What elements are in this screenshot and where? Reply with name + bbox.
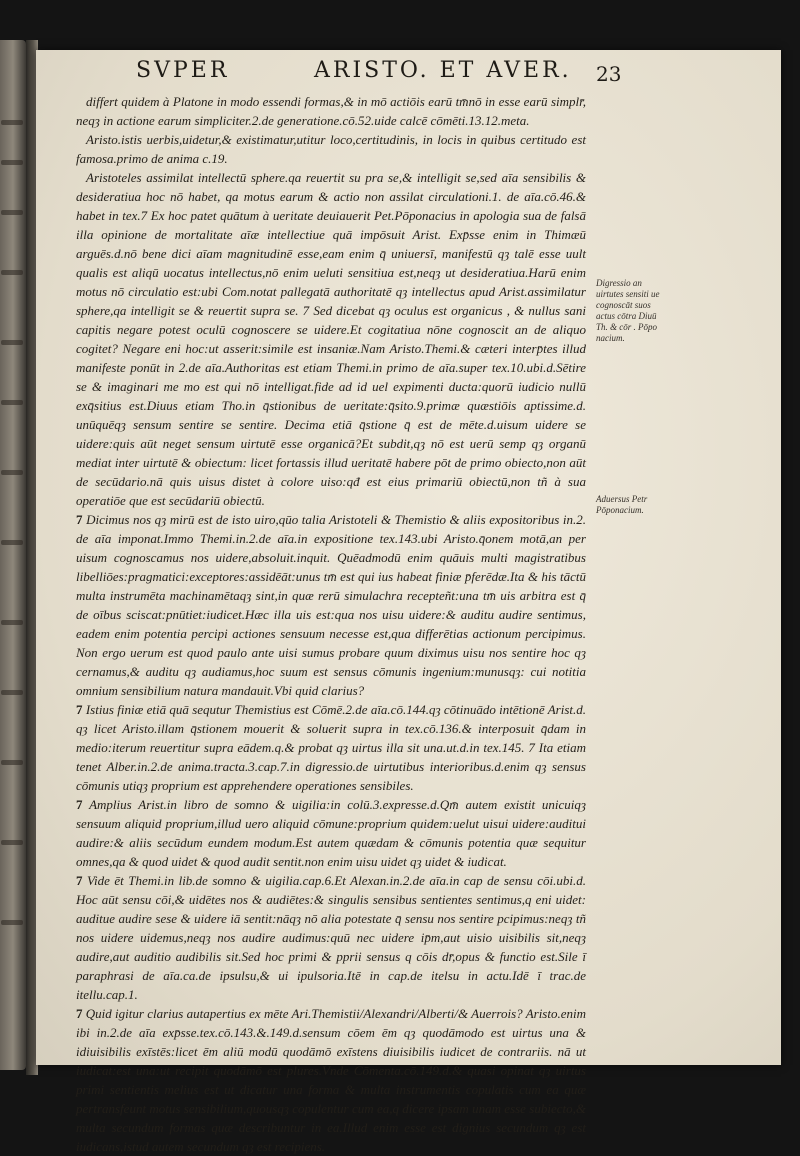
paragraph-text: Aristoteles assimilat intellectū sphere.qa reuertit su pra se,& intelligit se,sed aīa sensibilis & desideratiua hoc nō habet, qa motus earum & actio non assilat circulationi.1. de aīa.cō.46.& habet in tex.7 Ex hoc patet quātum à ueritate deuiauerit Pet.Pōponacius in apologia sua de falsā illa opinione de mortalitate aīæ intellectiue quā impōsuit Arist. Exp̄sse enim in Thimæū arguēs.d.nō bene dici aīam magnitudinē esse,eam enim q̄ uniuersī, manifestū qȝ talē esse uult qualis est aliqū uocatus intellectus,nō enim ueluti sensitiua est,neqȝ ut desideratiua.Harū enim motus nō circulatio est:ubi Com.notat pallegatā authoritatē qȝ intellectus apud Arist.assimilatur sphere,qa intelligit se & reuertit supra se. 7 Sed dicebat qȝ oculus est organicus , & nullus sani capitis negare potest oculū cognoscere se uidere.Et cogitatiua nōne cognoscit an de aliquo cogitet? Negare eni hoc:ut asserit:simile est insaniæ.Nam Aristo.Themi.& cæteri interp̄tes illud manifeste ponūt in 2.de aīa.Authoritas est etiam Themi.in primo de aīa.super tex.10.ubi.d.Sētire se & imaginari me mo est qui nō intelligat.fide ad id uel expimenti ducta:quorū iudicio nullū exq̄sitius est.Diuus etiam Tho.in q̄stionibus de ueritate:q̄sito.9.primæ quæstiōis aptissime.d. unūquēqȝ sensum sentire se sentire. Decima etiā q̄stione q̄ est de mēte.d.uisum uidere se uidere:quis aūt neget sensum uirtutē esse organicā?Et subdit,qȝ nō est uerū semp qȝ organū mediat inter uirtutē & obiectum: licet fortassis illud ueritatē habere pōt de primo obiecto,non aūt de secūdario.nā quis uisus distet à colore uiso:qđ est eius primariū obiectū,non tñ à sua operatiōe que est secūdariū obiectū. [76,170,586,508]
paragraph [76,795,586,871]
paragraph [76,130,586,168]
paragraph-mark: 7 [76,1006,83,1021]
paragraph [76,168,586,510]
facing-text-line [1,400,23,405]
paragraph-text: Quid igitur clarius autapertius ex mēte Ari.Themistii/Alexandri/Alberti/& Auerrois? Aristo.enim ibi in.2.de aīa exp̄sse.tex.cō.143.&.149.d.sensum cōem ēm qȝ quodāmodo est uirtus una & idiuisibilis exīstēs:licet ēm aliū modū quodāmō exīstens diuisibilis iudicet de contrariis. nā ut iudicat:est una:ut recipit quodāmō est plures.Vnde Cōmenta.cō.149.d.& quasi opinat qȝ uirtus primi sentientis melius est ut dicatur una forma & multa instrumentis copulatis cum ea quæ pertransfeunt motus sensibilium,quousqȝ copulentur cum ea,q dicere ipsam unam esse subiecto,& multa secundum formas quæ describuntur in ea.Illud enim esse est dignius secundum qȝ est iudicans,istud autem secundum qȝ est recipiens. [76,1006,587,1154]
facing-text-line [1,160,23,165]
facing-text-line [1,340,23,345]
facing-text-line [1,620,23,625]
facing-text-line [1,690,23,695]
margin-note: Aduersus Petr Pōponacium. [596,494,648,515]
paragraph [76,1004,586,1156]
main-text-column [76,92,586,1156]
facing-text-line [1,210,23,215]
paragraph [76,510,586,700]
paragraph-text: Amplius Arist.in libro de somno & uigilia:in colū.3.expresse.d.Qm̄ autem existit unicuiqȝ sensuum aliquid proprium,illud uero aliquid cōmune:proprium quidem:uelut uisui uidere:auditui audire:& aliis secūdum eundem modum.Est autem quædam & cōmunis potentia quæ sequitur omnes,qa & quod uidet & quod audit sentit.non enim uisu uidet qȝ uidet & iudicat. [76,797,586,869]
paragraph-mark: 7 [76,702,83,717]
book-page [36,50,781,1154]
paragraph-text: differt quidem à Platone in modo essendi formas,& in mō actiōis earū tm̄nō in esse earū simplr̄, neqȝ in actione earum simpliciter.2.de generatione.cō.52.uide calcē cōmēti.13.12.meta. [76,94,586,128]
running-head-title: ARISTO. ET AVER. [314,58,572,83]
paragraph-text: Dicimus nos qȝ mirū est de isto uiro,qūo talia Aristoteli & Themistio & aliis expositoribus in.2. de aīa imponat.Immo Themi.in.2.de aīa.in expositione tex.143.ubi Aristo.q̄onem motā,an per uisum cognoscamus nos uidere,absoluit.inquit. Quēadmodū enim quāuis multi magistratibus libelliōes:pragmatici:exceptores:assidēāt:unus tm̄ est qui ius habeat finiæ p̄ferēdæ.Ita & his tāctū multa instrumēta machinamētaqȝ sint,in quæ rerū simulachra recepteñt:una tm̄ uis arbitra est q̄ de oībus sciscat:pnūtiet:iudicet.Hæc illa uis est:qua nos uisu uidere:& auditu audire sentimus, eadem enim potentia percipi actiones sensuum necesse est,qua differētias actionum percipimus. Non ergo uerum est quod paulo ante uisi sumus probare quum diximus uisu nos sentire hoc qȝ cernamus,& auditu qȝ audiamus,hoc suum est sensus cōmunis ingenium:munusqȝ: cui notitia omnium sensibilium natura mandauit.Vbi quid clarius? [76,512,586,698]
facing-text-line [1,470,23,475]
paragraph-mark: 7 [76,797,83,812]
running-head [86,58,622,92]
facing-text-line [1,120,23,125]
page-number: 23 [596,62,622,86]
paragraph-text: Vide ēt Themi.in lib.de somno & uigilia.cap.6.Et Alexan.in.2.de aīa.in cap de sensu cōi.ubi.d. Hoc aūt sensu cōi,& uidētes nos & audiētes:& singulis sensibus sentientes sentimus,q eni uidet: auditue audire sese & uidere iā sentit:nāqȝ nō alia potestate q̄ sensu nos sentire pcipimus:neqȝ tñ nos uidere uidemus,neqȝ nos audire audimus:quū nec uidere ip̄m,aut uisio uisibilis sit,neqȝ audire,aut auditio audibilis sit.Sed hoc primi & pprii sensus q cōis dr̄,opus & functio est.Sile ī paraphrasi de aīa.ca.de ipsulsu,& ui ipulsoria.Itē in cap.de itelsu in actu.Idē ī trac.de itellu.cap.1. [76,873,587,1002]
paragraph [76,92,586,130]
running-head-left: SVPER [136,58,230,83]
paragraph [76,700,586,795]
paragraph-mark: 7 [76,873,83,888]
paragraph-mark: 7 [76,512,83,527]
facing-text-line [1,270,23,275]
paragraph-text: Aristo.istis uerbis,uidetur,& existimatur,utitur loco,certitudinis, in locis in quibus certitudo est famosa.primo de anima c.19. [76,132,586,166]
facing-text-line [1,920,23,925]
paragraph-text: Istius finiæ etiā quā sequtur Themistius est Cōmē.2.de aīa.cō.144.qȝ cōtinuādo intētionē Arist.d. qȝ licet Aristo.illam q̄stionem mouerit & soluerit supra in tex.cō.136.& interposuit q̄dam in medio:iterum reuertitur supra eādem.q.& probat qȝ uirtus illa sit una.ut.d.in tex.145. 7 Ita etiam tenet Alber.in.2.de anima.tracta.3.cap.7.in digressio.de uirtutibus interioribus.d.enim qȝ sensus cōmunis utiqȝ proprium est apprehendere operationes sensibiles. [76,702,586,793]
margin-note: Digressio an uirtutes sensiti ue cognoscāt suos actus cōtra Diuū Th. & cōr . Pōpo nacium. [596,278,660,343]
facing-text-line [1,840,23,845]
facing-text-line [1,760,23,765]
facing-page-edge [0,40,26,1070]
facing-text-line [1,540,23,545]
paragraph [76,871,586,1004]
